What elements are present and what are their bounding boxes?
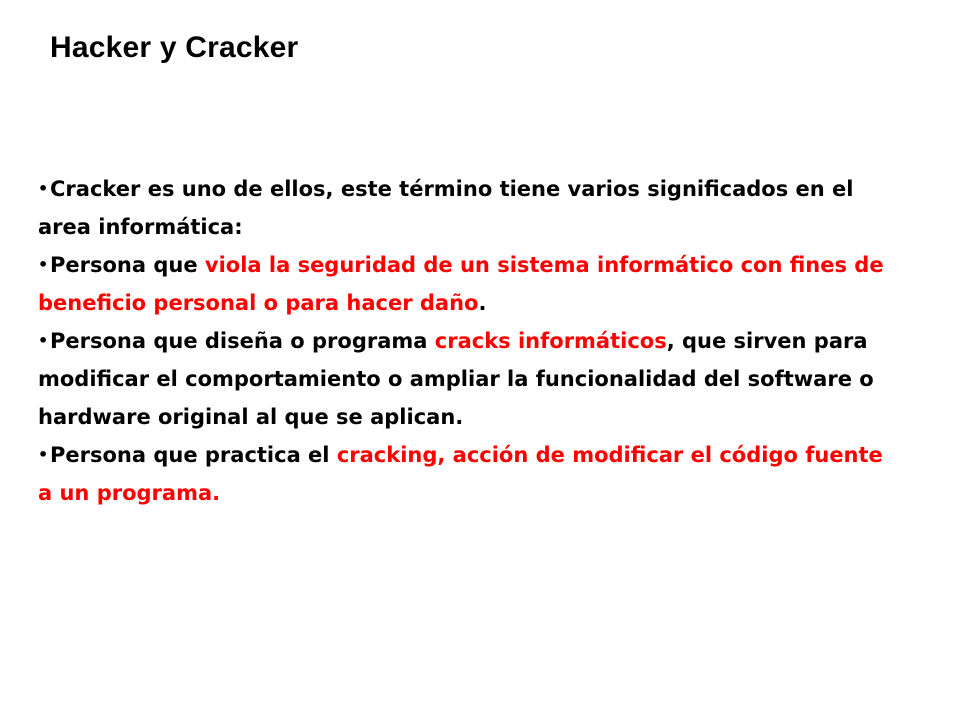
- bullet-marker: •: [38, 445, 49, 464]
- bullet-marker: •: [38, 179, 49, 198]
- bullet-text-after: , que sirven para modificar el comportamiento o ampliar la funcionalidad del software o hardware original al que se aplican.: [38, 329, 874, 429]
- bullet-item-cracking-practice: [38, 436, 888, 512]
- bullet-item-security-violation: [38, 246, 888, 322]
- bullet-highlight: viola la seguridad de un sistema informático con fines de beneficio personal o para hacer daño: [38, 253, 884, 315]
- bullet-highlight: cracks informáticos: [434, 329, 667, 353]
- bullet-marker: •: [38, 331, 49, 350]
- bullet-text: Persona que diseña o programa: [50, 329, 435, 353]
- bullet-list: [38, 170, 888, 512]
- bullet-marker: •: [38, 255, 49, 274]
- bullet-item-cracks-design: [38, 322, 888, 436]
- bullet-text: Cracker es uno de ellos, este término tiene varios significados en el area informática:: [38, 177, 854, 239]
- bullet-text: Persona que: [50, 253, 205, 277]
- bullet-text: Persona que practica el: [50, 443, 337, 467]
- bullet-item-cracker-definition: [38, 170, 888, 246]
- bullet-highlight: cracking, acción de modificar el código fuente a un programa.: [38, 443, 883, 505]
- bullet-text-after: .: [478, 291, 487, 315]
- slide-title: Hacker y Cracker: [50, 31, 299, 64]
